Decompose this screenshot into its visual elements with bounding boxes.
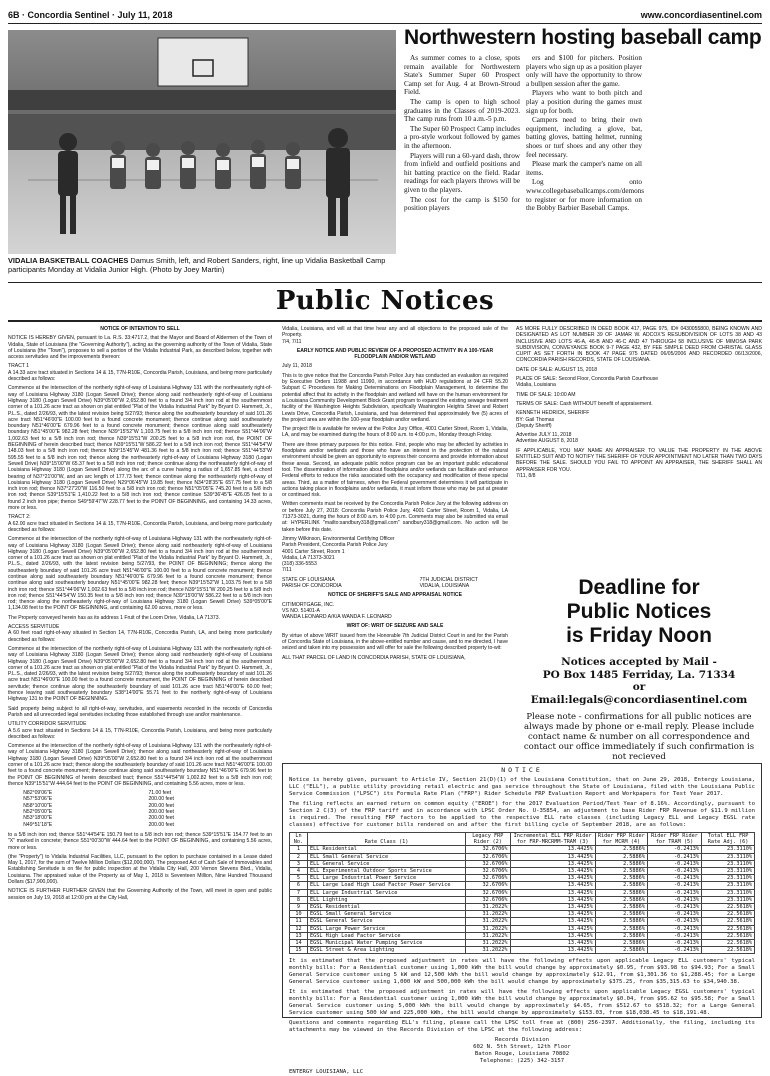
rate-table-row <box>290 904 755 911</box>
mail-label: Notices accepted by Mail - <box>561 656 717 668</box>
rate-table-cell: -0.2413% <box>647 904 701 911</box>
rate-table-cell: ELL Experimental Outdoor Sports Service <box>307 868 465 875</box>
rate-table-header: Incremental ELL FRP Rider for FRP-MRCRMM-TRAM (3) <box>510 833 595 846</box>
bearing-cell: N52°05'00"E <box>23 809 53 816</box>
rate-table-cell: 32.6706% <box>466 882 510 889</box>
rate-table-cell: EGSL Municipal Water Pumping Service <box>307 940 465 947</box>
rate-table-cell: 13.4425% <box>510 853 595 860</box>
rate-table-cell: 9 <box>290 904 308 911</box>
rate-table-cell: EGSL Small General Service <box>307 911 465 918</box>
story-headline: Northwestern hosting baseball camp <box>404 26 762 49</box>
bearing-table <box>21 790 259 828</box>
notice-paragraph: Written comments must be received by the Concordia Parish Police Jury at the following address on or before July 27, 2018: Concordia Parish Police Jury, 4001 Carter Street, Room 1, Vidalia, LA 71373-3021, during the hours of 8:00 a.m. to 4:00 p.m. Comments may also be submitted via email at: HYPERLINK "mailto:sandbury318@gmail.com" sandbury318@gmail.com. No action will be taken before this date. <box>282 501 508 533</box>
notice-box-paragraph: Questions and comments regarding ELL's filing, please call the LPSC toll free at (800) 256-2397. Additionally, the filing, including its attachments may be viewed in the Records Division of the LPSC at the following address: <box>289 1020 755 1034</box>
rate-table-cell: 22.5618% <box>702 904 755 911</box>
rate-table-row <box>290 940 755 947</box>
rate-table-cell: -0.2413% <box>647 846 701 853</box>
rate-table-row <box>290 868 755 875</box>
notice-paragraph: IF APPLICABLE, YOU MAY NAME AN APPRAISER TO VALUE THE PROPERTY IN THE ABOVE ENTITLED SUIT AND TO NOTIFY THE SHERIFF OF YOUR APPOINTMENT NO LATER THAN TWO DAYS BEFORE THE SALE. SHOULD YOU FAIL TO APPOINT AN APPRAISER, THE SHERIFF SHALL AN APPRAISER FOR YOU. 7/11, 8/8 <box>516 447 762 479</box>
story-paragraph: Players will run a 60-yard dash, throw from infield and outfield positions and hit batting practice on the field. Radar readings for each players throws will be given to the players. <box>404 151 520 194</box>
notice-paragraph: Commence at the intersection of the northerly right-of-way of Louisiana Highway 131 with the northeasterly right-of-way of Louisiana Highway 3180 (Logan Sewell Drive); thence along said northeasterly right-of-way of Louisiana Highway 3180 (Logan Sewell Drive) N39°05'00"W 2,652.80 feet to a found 3/4 inch iron rod at the southernmost corner of a 101.26 acre tract as shown on plat entitled "Plat of the Vidalia Industrial Park" by Bryant O. Hammett, Jr., P.L.S., dated 2/26/93, with the latest revision being 5/27/93; thence along the southeasterly boundary of said 101.26 acre tract N51°46'00"E 100.00 feet to a found concrete monument, the POINT OF BEGINNING of herein described servitude; thence continue along the southeasterly boundary of said 101.26 acre tract N51°46'00"E 60.00 feet; thence leaving said southeasterly boundary S38°14'00"E 55.71 feet to the northerly right-of-way of Louisiana Highway 131 to the POINT OF BEGINNING. <box>8 645 272 703</box>
rate-table-cell: 23.3110% <box>702 889 755 896</box>
rate-table-header: Ln No. <box>290 833 308 846</box>
rate-table-cell: 1 <box>290 846 308 853</box>
rate-table-cell: 22.5618% <box>702 925 755 932</box>
notice-heading: NOTICE OF SHERIFF'S SALE AND APPRAISAL NOTICE <box>327 592 463 599</box>
rate-table-cell: ELL Large Load High Load Factor Power Service <box>307 882 465 889</box>
rate-table-cell: -0.2413% <box>647 940 701 947</box>
notice-paragraph: TIME OF SALE: 10:00 AM <box>516 391 576 398</box>
rate-table-cell: 23.3110% <box>702 846 755 853</box>
rate-table-cell: -0.2413% <box>647 947 701 954</box>
rate-table-row <box>290 889 755 896</box>
rate-table-cell: -0.2413% <box>647 875 701 882</box>
rate-table-cell: -0.2413% <box>647 932 701 939</box>
rate-table-cell: 13.4425% <box>510 925 595 932</box>
rate-table-cell: -0.2413% <box>647 918 701 925</box>
rate-table <box>289 832 755 954</box>
notice-column-3 <box>516 326 762 572</box>
rate-table-cell: 5 <box>290 875 308 882</box>
notice-paragraph: AS MORE FULLY DESCRIBED IN DEED BOOK 417, PAGE 975, ID# 0430055800, BEING KNOWN AND DESIGNATED AS LOT NUMBER 39 OF JAMAR W. ADCOX'S RESUBDIVISION OF LOTS 38 AND 43 INCLUSIVE AND LOTS 46-A, 46-B AND 46-C AND 47 THROUGH 58 INCLUSIVE OF MIMOSA PARK SUBDIVISION, CONVEYANCE BOOK 9-7 PAGE 432, BY FEE SIMPLE DEED FROM CHRISTAL GLASS CUPIT AS SET FORTH IN BOOK 47 PAGE 975 DATED 06/05/2006 AND RECORDED 06/13/2006, CONCORDIA PARISH RECORDS, STATE OF LOUISIANA. <box>516 326 762 364</box>
notice-paragraph: KENNETH HEDRICK, SHERIFF BY: Gail Thomas (Deputy Sheriff) <box>516 410 590 429</box>
notice-paragraph: to a 5/8 inch iron rod; thence S51°44'54"E 150.79 feet to a 5/8 inch iron rod; thence S39°15'51"E 154.77 feet to an "X" marked in concrete; thence S51°00'30"W 444.64 feet to the POINT OF BEGINNING, and containing 5.56 acres, more or less. <box>8 831 272 851</box>
deadline-line: is Friday Noon <box>566 624 712 647</box>
rate-table-cell: 13.4425% <box>510 860 595 867</box>
masthead-page-info: 6B · Concordia Sentinel · July 11, 2018 <box>8 10 173 20</box>
bearing-cell: N53°18'00"E <box>23 815 53 822</box>
notice-paragraph: Vidalia, Louisiana, and will at that time hear any and all objections to the proposed sale of the Property. 7/4, 7/11 <box>282 326 508 345</box>
address-line: Records Division <box>495 1037 549 1044</box>
rate-table-cell: -0.2413% <box>647 911 701 918</box>
rate-table-cell: 31.2022% <box>466 947 510 954</box>
rate-table-cell: 32.6706% <box>466 846 510 853</box>
submission-info <box>516 656 762 706</box>
story-paragraph: The cost for the camp is $150 for position players <box>404 195 520 213</box>
rate-table-cell: -0.2413% <box>647 925 701 932</box>
notice-paragraph: This is to give notice that the Concordia Parish Police Jury has conducted an evaluation as required by Executive Orders 11988 and 11990, in accordance with HUD regulations at 24 CFR 55.20 Subpart C Procedures for Making Determinations on Floodplain Management, to determine the potential affect that its activity in the floodplain and wetland will have on the human environment for a Louisiana Community Development Block Grant program to expand the existing sewage treatment facility of the Washington Heights Subdivision, specifically Washington Heights Street and Robert Lewis Drive, Concordia Parish, Louisiana, and has determined that approximately five (5) acres of the project area are within the 100-year floodplain and/or wetland. <box>282 372 508 423</box>
rate-table-cell: 32.6706% <box>466 853 510 860</box>
rate-table-cell: 7 <box>290 889 308 896</box>
rate-table-cell: EGSL Residential <box>307 904 465 911</box>
notice-paragraph: UTILITY CORRIDOR SERVITUDE A 5.6 acre tract situated in Sections 14 & 15, T7N-R10E, Concordia Parish, Louisiana, and being more particularly described as follows: <box>8 721 272 740</box>
rate-table-header: Rider FRP Rider for TRAM (5) <box>647 833 701 846</box>
court-caption <box>282 577 508 590</box>
notice-paragraph: There are three primary purposes for this notice. First, people who may be affected by activities in floodplains and/or wetlands and those who have an interest in the protection of the natural environment should be given an opportunity to express their concerns and provide information about these areas. Second, an adequate public notice program can be an important public educational tool. The dissemination of information about floodplains and/or wetlands can facilitate and enhance Federal efforts to reduce the risks associated with the occupancy and modification of these special areas. Third, as a matter of fairness, when the Federal government determines it will participate in actions taking place in floodplains and/or wetlands, it must inform those who may be put at greater or continued risk. <box>282 441 508 499</box>
photo-caption-lead: VIDALIA BASKETBALL COACHES <box>8 256 129 265</box>
rate-table-cell: 13.4425% <box>510 896 595 903</box>
rate-table-cell: 13.4425% <box>510 889 595 896</box>
court-caption-left: STATE OF LOUISIANA PARISH OF CONCORDIA <box>282 576 342 589</box>
rate-table-cell: ELL Residential <box>307 846 465 853</box>
rate-table-cell: 13.4425% <box>510 868 595 875</box>
rate-table-cell: 2.5886% <box>595 904 647 911</box>
rate-table-header: Rate Class (1) <box>307 833 465 846</box>
rate-table-row <box>290 918 755 925</box>
notice-paragraph: ACCESS SERVITUDE A 60 feet road right-of-way situated in Section 14, T7N-R10E, Concordia Parish, LA, and being more particularly described as follows: <box>8 624 272 643</box>
bearing-row <box>21 822 259 828</box>
rate-table-cell: ELL Small General Service <box>307 853 465 860</box>
rate-table-cell: 32.6706% <box>466 889 510 896</box>
rate-table-header: Total ELL FRP Rate Adj. (6) <box>702 833 755 846</box>
notice-paragraph: The project file is available for review at the Police Jury Office, 4001 Carter Street, Room 1, Vidalia, LA, and may be examined during the hours of 8:00 a.m. to 4:00 p.m., Monday through Friday. <box>282 426 508 439</box>
records-address <box>289 1037 755 1064</box>
rate-table-cell: 13 <box>290 932 308 939</box>
distance-cell: 200.00 feet <box>148 821 174 828</box>
notice-box-paragraph: The filing reflects an earned return on common equity ("EROE") for the 2017 Evaluation Period/Test Year of 8.16%. Accordingly, pursuant to Section 2 C(3) of the FRP tariff and in accordance with LPSC Order No. U-35854, an adjustment to base Rider FRP Revenue of $11.9 million is required. The resulting FRP factors to be applied to the respective ELL rate classes (including Legacy ELL and Legacy EGSL rate classes) effective for customer bills rendered on and after the first billing cycle of September 2018, are as follows: <box>289 801 755 828</box>
rate-table-row <box>290 947 755 954</box>
notice-heading: NOTICE OF INTENTION TO SELL <box>100 326 180 332</box>
rate-table-cell: 2.5886% <box>595 911 647 918</box>
notice-column-1 <box>8 326 272 1018</box>
notice-box-title: NOTICE <box>501 766 543 774</box>
mail-or: or <box>632 681 646 693</box>
rate-table-row <box>290 932 755 939</box>
rate-table-cell: 2.5886% <box>595 846 647 853</box>
story-paragraph: Log onto www.collegebaseballcamps.com/demons to register or for more information on the Bobby Barbier Baseball Camps. <box>526 178 645 213</box>
rate-table-cell: -0.2413% <box>647 889 701 896</box>
rate-table-header: Legacy FRP Rider (2) <box>466 833 510 846</box>
rate-table-cell: 13.4425% <box>510 932 595 939</box>
rate-table-cell: 32.6706% <box>466 896 510 903</box>
rate-table-cell: 13.4425% <box>510 904 595 911</box>
notice-date: July 11, 2018 <box>282 363 312 370</box>
rate-table-cell: 23.3110% <box>702 853 755 860</box>
rate-table-cell: 31.2022% <box>466 904 510 911</box>
notice-paragraph: Commence at the intersection of the northerly right-of-way of Louisiana Highway 131 with the northeasterly right-of-way of Louisiana Highway 3180 (Logan Sewell Drive); thence along said northeasterly right-of-way of Louisiana Highway 3180 (Logan Sewell Drive) N39°05'00"W 2,652.80 feet to a found 3/4 inch iron rod at the southernmost corner of a 101.26 acre tract as shown on plat entitled "Plat of the Vidalia Industrial Park" by Bryant O. Hammett, Jr., P.L.S., dated 2/26/93, with the latest revision being 5/27/93; thence along the southeasterly boundary of said 101.26 acre tract N51°46'00"E 100.00 feet to a found concrete monument; thence continue along said southeasterly boundary N51°46'00"E 679.96 feet to a found concrete monument; thence continue along said southeasterly boundary N51°45'00"E 982.28 feet; thence N39°15'52"W 1,103.75 feet to a 5/8 inch iron rod; thence S51°44'06"W 1,002.63 feet to a 5/8 inch iron rod; thence N39°15'51"W 200.25 feet to a 5/8 inch iron rod, the POINT OF BEGINNING of herein described tract; thence N39°15'51"W 586.22 feet to a 5/8 inch iron rod; thence S51°44'54"W 148.03 feet to a 5/8 inch iron rod; thence N39°15'45"W 481.36 feet to a 5/8 inch iron rod; thence S51°44'53"W 595.55 feet to a 5/8 inch iron rod; thence along the northeasterly right-of-way of Louisiana Highway 3180 (Logan Sewell Drive) N39°15'00"W 65.37 feet to a 5/8 inch iron rod; thence continue along the northeasterly right-of-way of Louisiana Highway 3180 (Logan Sewell Drive) along the arc of a curve having a radius of 1,657.85 feet, a chord bearing of N37°21'00"W, and an arc length of 177.73 feet; thence continue along the northeasterly right-of-way of Louisiana Highway 3180 (Logan Sewell Drive) N29°06'45"W 19.85 feet; thence N34°28'35"E 657.75 feet to a 5/8 inch iron rod; thence N37°27'20"W 116.50 feet to a 5/8 inch iron rod; thence N51°05'05"E 745.20 feet to a 5/8 inch iron rod; thence S39°15'51"E 1,410.22 feet to a 5/8 inch iron rod; thence continue S39°36'45"E 426.05 feet to a found 2 inch iron pipe; thence S49°59'47"W 228.77 feet to the POINT OF BEGINNING, and containing 14.33 acres, more or less. <box>8 385 272 512</box>
rate-table-cell: 31.2022% <box>466 932 510 939</box>
court-caption-right: 7TH JUDICIAL DISTRICT VIDALIA, LOUISIANA <box>419 576 478 589</box>
rate-table-cell: EGSL High Load Factor Service <box>307 932 465 939</box>
rate-table-cell: 13.4425% <box>510 911 595 918</box>
rate-table-cell: 2.5886% <box>595 932 647 939</box>
story-paragraph: ers and $100 for pitchers. Position players who sign up as a position player only will have the opportunity to throw a bullpen session after the game. <box>526 54 642 88</box>
rate-table-cell: 12 <box>290 925 308 932</box>
rate-table-cell: 2.5886% <box>595 925 647 932</box>
address-line: Baton Rouge, Louisiana 70802 <box>474 1051 570 1058</box>
rate-table-cell: 6 <box>290 882 308 889</box>
distance-cell: 200.00 feet <box>148 796 174 803</box>
photo-caption <box>8 256 396 274</box>
rate-table-cell: 32.6706% <box>466 868 510 875</box>
notice-paragraph: Said property being subject to all right-of-way, servitudes, and easements recorded in the records of Concordia Parish and all unrecorded legal servitudes including those established through use and/or maintenance. <box>8 705 272 718</box>
rate-table-cell: 23.3110% <box>702 860 755 867</box>
photo-image <box>8 30 396 254</box>
deadline-heading <box>516 576 762 648</box>
rate-table-cell: ELL Large Industrial Service <box>307 889 465 896</box>
story-paragraph: Campers need to bring their own equipment, including a glove, bat, batting gloves, batting helmet, running shoes or turf shoes and any other they feel necessary. <box>526 116 642 159</box>
rate-table-cell: 4 <box>290 868 308 875</box>
rate-table-cell: 31.2022% <box>466 918 510 925</box>
rate-table-cell: 2.5886% <box>595 896 647 903</box>
bearing-cell: N82°09'06"E <box>23 790 53 797</box>
rate-table-cell: 22.5618% <box>702 940 755 947</box>
story-paragraph: The Super 60 Prospect Camp includes a pro-style workout followed by games in the afternoon. <box>404 124 520 150</box>
rate-table-cell: -0.2413% <box>647 896 701 903</box>
notice-signature: Jimmy Wilkinson, Environmental Certifying Officer Parish President, Concordia Parish Police Jury 4001 Carter Street, Room 1 Vidalia, LA 71373-3021 (318) 336-5553 7/11 <box>282 535 395 574</box>
rate-table-cell: 8 <box>290 896 308 903</box>
rate-table-cell: 23.3110% <box>702 868 755 875</box>
masthead <box>8 10 762 24</box>
rate-table-cell: 3 <box>290 860 308 867</box>
bearing-cell: N57°53'06"E <box>23 796 53 803</box>
bearing-cell: N49°51'18"E <box>23 821 53 828</box>
banner-rule-bottom <box>8 320 762 322</box>
public-notices-title: Public Notices <box>275 286 495 316</box>
rate-table-cell: 13.4425% <box>510 882 595 889</box>
notice-paragraph: The Property conveyed herein has as its address 1 Fruit of the Loom Drive, Vidalia, LA 71373. <box>8 614 220 621</box>
rate-table-row <box>290 846 755 853</box>
rate-table-cell: 23.3110% <box>702 882 755 889</box>
rate-table-cell: -0.2413% <box>647 868 701 875</box>
rate-table-cell: 2.5886% <box>595 940 647 947</box>
rate-table-row <box>290 860 755 867</box>
basketball-camp-photo <box>8 30 396 254</box>
rate-table-cell: 2.5886% <box>595 882 647 889</box>
deadline-line: Deadline for <box>578 576 700 599</box>
story-column-1 <box>404 54 520 214</box>
bearing-cell: N58°10'00"E <box>23 802 53 809</box>
rate-table-cell: 2.5886% <box>595 868 647 875</box>
rate-table-cell: 10 <box>290 911 308 918</box>
notice-paragraph: TRACT 2: A 62.00 acre tract situated in Sections 14 & 15, T7N-R10E, Concordia Parish, Louisiana, and being more particularly described as follows: <box>8 514 272 533</box>
rate-table-cell: -0.2413% <box>647 853 701 860</box>
distance-cell: 200.00 feet <box>148 802 174 809</box>
mail-address: PO Box 1485 Ferriday, La. 71334 <box>542 668 736 681</box>
rate-table-cell: 2.5886% <box>595 875 647 882</box>
rate-table-cell: 11 <box>290 918 308 925</box>
notice-heading: EARLY NOTICE AND PUBLIC REVIEW OF A PROPOSED ACTIVITY IN A 100-YEAR FLOODPLAIN AND/OR WETLAND <box>296 347 494 361</box>
rate-table-row <box>290 925 755 932</box>
address-line: Telephone: (225) 342-3157 <box>479 1057 565 1064</box>
notice-paragraph: ALL THAT PARCEL OF LAND IN CONCORDIA PARISH, STATE OF LOUISIANA, <box>282 654 466 661</box>
rate-table-cell: 15 <box>290 947 308 954</box>
email-address[interactable]: Email:legals@concordiasentinel.com <box>530 693 748 706</box>
notice-paragraph: By virtue of above WRIT issued from the Honorable 7th Judicial District Court in and for the Parish of Concordia State of Louisiana, in the above-entitled number and cause, and to me directed, I have seized and taken into my possession and will offer for sale the following described property to-wit: <box>282 632 508 652</box>
distance-cell: 200.00 feet <box>148 815 174 822</box>
rate-table-row <box>290 853 755 860</box>
notice-paragraph: Commence at the intersection of the northerly right-of-way of Louisiana Highway 131 with the northeasterly right-of-way of Louisiana Highway 3180 (Logan Sewell Drive); thence along said northeasterly right-of-way of Louisiana Highway 3180 (Logan Sewell Drive) N39°05'00"W 2,652.80 feet to a found 3/4 inch iron rod at the southernmost corner of a 101.26 acre tract as shown on plat entitled "Plat of the Vidalia Industrial Park" by Bryant O. Hammett, Jr., P.L.S., dated 2/26/93, with the latest revision being 5/27/93, the POINT OF BEGINNING; thence along the southeasterly boundary of said 101.26 acre tract N51°46'00"E 100.00 feet to a found concrete monument; thence continue along said southeasterly boundary N51°46'00"E 679.96 feet to a found concrete monument; thence continue along said southeasterly boundary N51°45'00"E 982.28 feet; thence N39°15'52"W 1,103.75 feet to a 5/8 inch iron rod; thence S51°44'06"W 1,002.63 feet to a 5/8 inch iron rod; thence N39°15'51"W 200.25 feet to a 5/8 inch iron rod; thence S51°44'54"W 150.35 feet to a 5/8 inch iron rod; thence N39°15'00"W 586.22 feet to a 5/8 inch iron rod; thence along the northeasterly right-of-way of Louisiana Highway 3180 (Logan Sewell Drive) S39°05'00"E 1,134.08 feet to the POINT OF BEGINNING, and containing 62.00 acres, more or less. <box>8 536 272 612</box>
rate-table-cell: 23.3110% <box>702 875 755 882</box>
rate-table-header: Rider FRP Rider for MCRM (4) <box>595 833 647 846</box>
masthead-website: www.concordiasentinel.com <box>640 10 762 20</box>
deadline-line: Public Notices <box>566 600 712 623</box>
distance-cell: 200.00 feet <box>148 809 174 816</box>
rate-table-cell: 22.5618% <box>702 932 755 939</box>
rate-table-row <box>290 896 755 903</box>
story-paragraph: The camp is open to high school graduates in the Classes of 2019-2023. The camp runs from 10 a.m.-5 p.m. <box>404 97 520 124</box>
rate-table-cell: 22.5618% <box>702 947 755 954</box>
notice-signature: ENTERGY LOUISIANA, LLC <box>289 1068 364 1075</box>
story-column-2 <box>526 54 645 214</box>
rate-table-cell: 13.4425% <box>510 918 595 925</box>
rate-table-cell: 13.4425% <box>510 846 595 853</box>
rate-table-cell: 23.3110% <box>702 896 755 903</box>
notice-paragraph: TERMS OF SALE: Cash WITHOUT benefit of appraisement. <box>516 400 653 407</box>
rate-table-row <box>290 882 755 889</box>
notice-subheading: WRIT OF: WRIT OF SEIZURE AND SALE <box>346 623 444 630</box>
notice-paragraph: NOTICE IS HEREBY GIVEN, pursuant to La. R.S. 33:4717.2, that the Mayor and Board of Aldermen of the Town of Vidalia, State of Louisiana (the "Governing Authority"), acting as the governing authority of the Town of Vidalia, State of Louisiana (the "Town"), proposes to sell a portion of the Vidalia Industrial Park, as described below, together with access servitudes and the improvements thereon: <box>8 335 272 361</box>
rate-table-cell: 13.4425% <box>510 947 595 954</box>
address-line: 602 N. 5th Street, 12th Floor <box>473 1044 571 1051</box>
rate-table-cell: EGSL Large Power Service <box>307 925 465 932</box>
rate-table-cell: ELL Lighting <box>307 896 465 903</box>
rate-table-cell: 22.5618% <box>702 918 755 925</box>
rate-table-cell: ELL General Service <box>307 860 465 867</box>
rate-table-cell: 31.2022% <box>466 925 510 932</box>
rate-table-cell: 32.6706% <box>466 875 510 882</box>
notice-paragraph: Advertise JULY 11, 2018 Advertise AUGUST 8, 2018 <box>516 432 578 445</box>
notice-box-paragraph: It is estimated that the proposed adjustment in rates will have the following effects upon applicable Legacy ELL customers' typical monthly bills: For a Residential customer using 1,000 kWh the bill would change by approximately $0.95, from $93.98 to $94.93; For a Small General Service customer using 5 kW and 12,500 kWh the bill would change by approximately $12.91, from $1,301.36 to $1,288.45; for a Large General Service customer using 1,000 kW and 500,000 kWh the bill would change by approximately $375.25, from $35,315.63 to $34,940.38. <box>289 958 755 986</box>
notice-paragraph: PLACE OF SALE: Second Floor, Concordia Parish Courthouse Vidalia, Louisiana <box>516 376 659 389</box>
notice-column-2 <box>282 326 508 758</box>
rate-table-cell: ELL Large Industrial Power Service <box>307 875 465 882</box>
story-paragraph: Players who want to both pitch and play a position during the games must sign up for both. <box>526 89 642 115</box>
entergy-rate-notice <box>282 763 762 1075</box>
rate-table-cell: 31.2022% <box>466 911 510 918</box>
notice-paragraph: Commence at the intersection of the northerly right-of-way of Louisiana Highway 131 with the northeasterly right-of-way of Louisiana Highway 3180 (Logan Sewell Drive); thence along said northeasterly right-of-way of Louisiana Highway 3180 (Logan Sewell Drive) N39°05'00"W 2,652.80 feet to a found 3/4 inch iron rod at the southernmost corner of a 101.26 acre tract; thence along the southeasterly boundary of said 101.26 acre tract N51°46'00"E 100.00 feet to a found concrete monument; thence continue along said southeasterly boundary N51°46'00"E 679.96 feet to the POINT OF BEGINNING of herein described tract; thence S51°44'54"W 1,002.82 feet to a 5/8 inch iron rod; thence N39°15'51"W 444.64 feet to the POINT OF BEGINNING, and containing 5.56 acres, more or less. <box>8 743 272 787</box>
rate-table-cell: 2.5886% <box>595 918 647 925</box>
notice-paragraph: NOTICE IS FURTHER FURTHER GIVEN that the Governing Authority of the Town, will meet in open and public session on July 19, 2018 at 12:00 pm at the City Hall, <box>8 888 272 901</box>
photo-caption-text: Damus Smith, left, and Robert Sanders, right, line up Vidalia Basketball Camp participants Monday at Vidalia Junior High. (Photo by Joey Martin) <box>8 256 386 274</box>
rate-table-cell: 2.5886% <box>595 853 647 860</box>
rate-table-cell: 2.5886% <box>595 860 647 867</box>
rate-table-cell: 13.4425% <box>510 940 595 947</box>
rate-table-row <box>290 911 755 918</box>
rate-table-cell: 13.4425% <box>510 875 595 882</box>
rate-table-row <box>290 875 755 882</box>
rate-table-cell: EGSL Street & Area Lighting <box>307 947 465 954</box>
rate-table-cell: 2.5886% <box>595 889 647 896</box>
rate-table-cell: 2.5886% <box>595 947 647 954</box>
rate-table-cell: 31.2022% <box>466 940 510 947</box>
rate-table-cell: 14 <box>290 940 308 947</box>
rate-table-cell: 2 <box>290 853 308 860</box>
banner-rule-top <box>8 282 762 283</box>
story-paragraph: Please mark the camper's name on all items. <box>526 160 642 177</box>
confirmation-note: Please note - confirmations for all public notices are always made by phone or e-mail reply. Please include contact name & number on all correspondence and contact our office immediately if such confirmation is not recieved <box>523 712 755 762</box>
notice-paragraph: DATE OF SALE: AUGUST 15, 2018 <box>516 366 598 373</box>
rate-table-cell: 32.6706% <box>466 860 510 867</box>
notice-box-paragraph: It is estimated that the proposed adjustment in rates will have the following effects upon applicable Legacy EGSL customers' typical monthly bills: For a Residential customer using 1,000 kWh the bill would change by approximately $0.04, from $95.62 to $95.58; For a Small General Service customer using 5,000 kWh the bill would change by approximately $4.65, from $512.67 to $518.32; for a Large General Service customer using 500 kW and 225,000 kWh, the bill would change by approximately $153.03, from $18,038.45 to $18,191.48. <box>289 989 755 1017</box>
rate-table-cell: -0.2413% <box>647 860 701 867</box>
rate-table-cell: EGSL General Service <box>307 918 465 925</box>
notice-paragraph: (the "Property") to Vidalia Industrial Facilities, LLC, pursuant to the option to purchase contained in a Lease dated May 1, 2017, for the sum of Twelve Million Dollars ($12,000,000). The proposed Act of Cash Sale of Immovables and Establishing Servitude is on file for public inspection at the Vidalia City Hall, 200 Vernon Stevens Blvd., Vidalia, Louisiana. The appraised value of the Property as of May 1, 2018 is Seventeen Million, Nine Hundred Thousand Dollars ($17,900,000). <box>8 853 272 886</box>
story-paragraph: As summer comes to a close, spots remain available for Northwestern State's Summer Super 60 Prospect Camp set for Aug. 4 at Brown-Stroud Field. <box>404 54 520 97</box>
rate-table-cell: -0.2413% <box>647 882 701 889</box>
notice-paragraph: CITIMORTGAGE, INC. VS NO. 51401-A WANDA LEONARD A/K/A WANDA F. LEONARD <box>282 601 392 621</box>
distance-cell: 71.00 feet <box>148 790 172 797</box>
notice-paragraph: TRACT 1 A 14.33 acre tract situated in Sections 14 & 15, T7N-R10E, Concordia Parish, Louisiana, and being more particularly described as follows: <box>8 363 272 383</box>
rate-table-cell: 22.5618% <box>702 911 755 918</box>
notice-box-paragraph: Notice is hereby given, pursuant to Article IV, Section 21(D)(1) of the Louisiana Constitution, that on June 29, 2018, Entergy Louisiana, LLC ("ELL"), a public utility providing retail electric and gas service throughout the State of Louisiana, filed with the Louisiana Public Service Commission ("LPSC") its Formula Rate Plan ("FRP") Rider Schedule FRP Evaluation Report and Workpapers for Test Year 2017. <box>289 777 755 797</box>
